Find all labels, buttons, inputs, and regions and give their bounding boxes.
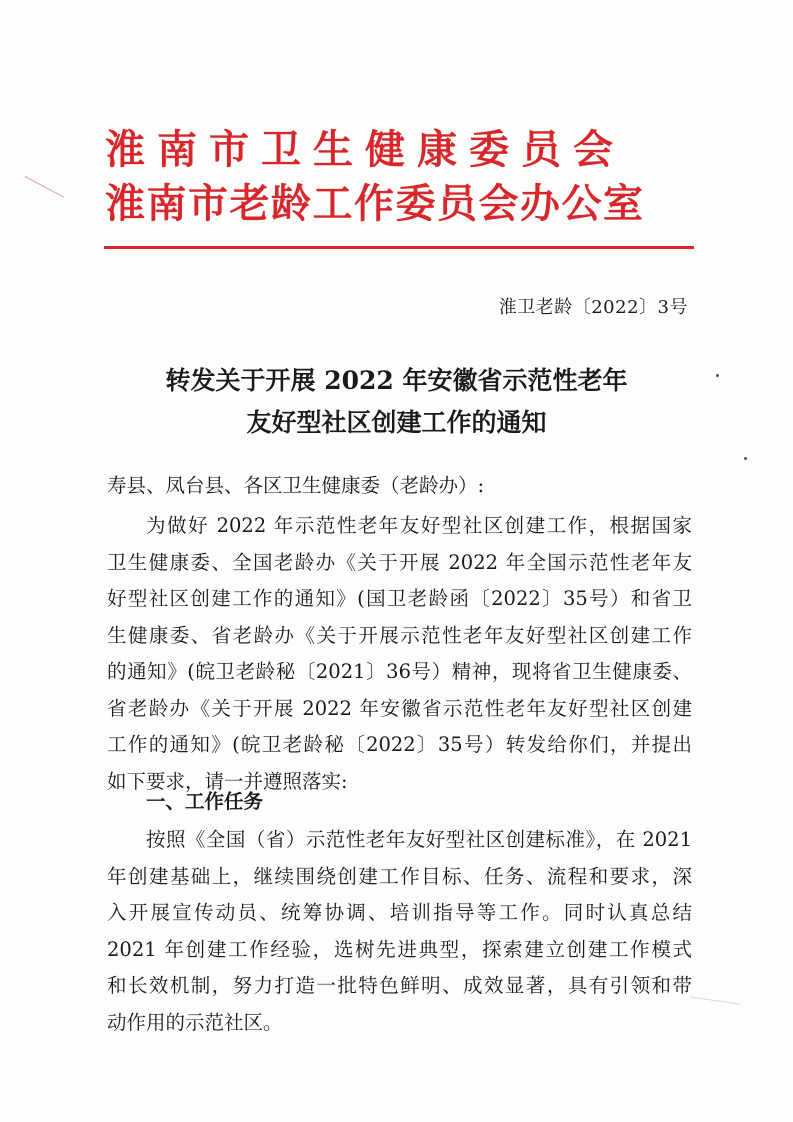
- section-heading-work-tasks: 一、工作任务: [146, 790, 264, 813]
- issuer-name-aging-office: 淮南市老龄工作委员会办公室: [105, 181, 645, 227]
- paragraph-line: 2021 年创建工作经验，选树先进典型，探索建立创建工作模式: [107, 937, 692, 961]
- paragraph-line: 和长效机制，努力打造一批特色鲜明、成效显著，具有引领和带: [107, 974, 692, 997]
- paragraph-line: 工作的通知》(皖卫老龄秘〔2022〕35号）转发给你们，并提出: [107, 733, 692, 756]
- paragraph-line: 生健康委、省老龄办《关于开展示范性老年友好型社区创建工作: [107, 623, 692, 647]
- red-header-rule: [104, 246, 694, 249]
- issuer-name-health-commission: 淮南市卫生健康委员会: [105, 127, 625, 173]
- paragraph-line: 如下要求，请一并遵照落实:: [107, 769, 348, 793]
- document-title-line-1: 转发关于开展 2022 年安徽省示范性老年: [165, 366, 628, 395]
- salutation: 寿县、凤台县、各区卫生健康委（老龄办）:: [107, 474, 485, 497]
- paragraph-line: 按照《全国（省）示范性老年友好型社区创建标准》，在 2021: [146, 828, 692, 851]
- scan-artifact-mark: [690, 997, 740, 1005]
- document-number: 淮卫老龄〔2022〕3号: [498, 297, 688, 318]
- paragraph-line: 年创建基础上，继续围绕创建工作目标、任务、流程和要求，深: [107, 864, 692, 888]
- scan-artifact-dot: [744, 457, 747, 460]
- paragraph-line: 好型社区创建工作的通知》(国卫老龄函〔2022〕35号）和省卫: [107, 587, 692, 610]
- paragraph-work-tasks: [107, 822, 692, 1041]
- paragraph-line: 入开展宣传动员、统筹协调、培训指导等工作。同时认真总结: [107, 901, 692, 924]
- paragraph-line: 省老龄办《关于开展 2022 年安徽省示范性老年友好型社区创建: [107, 696, 692, 720]
- paragraph-line: 的通知》(皖卫老龄秘〔2021〕36号）精神，现将省卫生健康委、: [107, 660, 692, 683]
- document-title-line-2: 友好型社区创建工作的通知: [246, 408, 547, 437]
- paragraph-line: 动作用的示范社区。: [107, 1010, 283, 1034]
- scan-artifact-mark: [25, 176, 64, 198]
- paragraph-intro: [107, 508, 692, 800]
- paragraph-line: 为做好 2022 年示范性老年友好型社区创建工作，根据国家: [146, 514, 692, 537]
- paragraph-line: 卫生健康委、全国老龄办《关于开展 2022 年全国示范性老年友: [107, 550, 692, 574]
